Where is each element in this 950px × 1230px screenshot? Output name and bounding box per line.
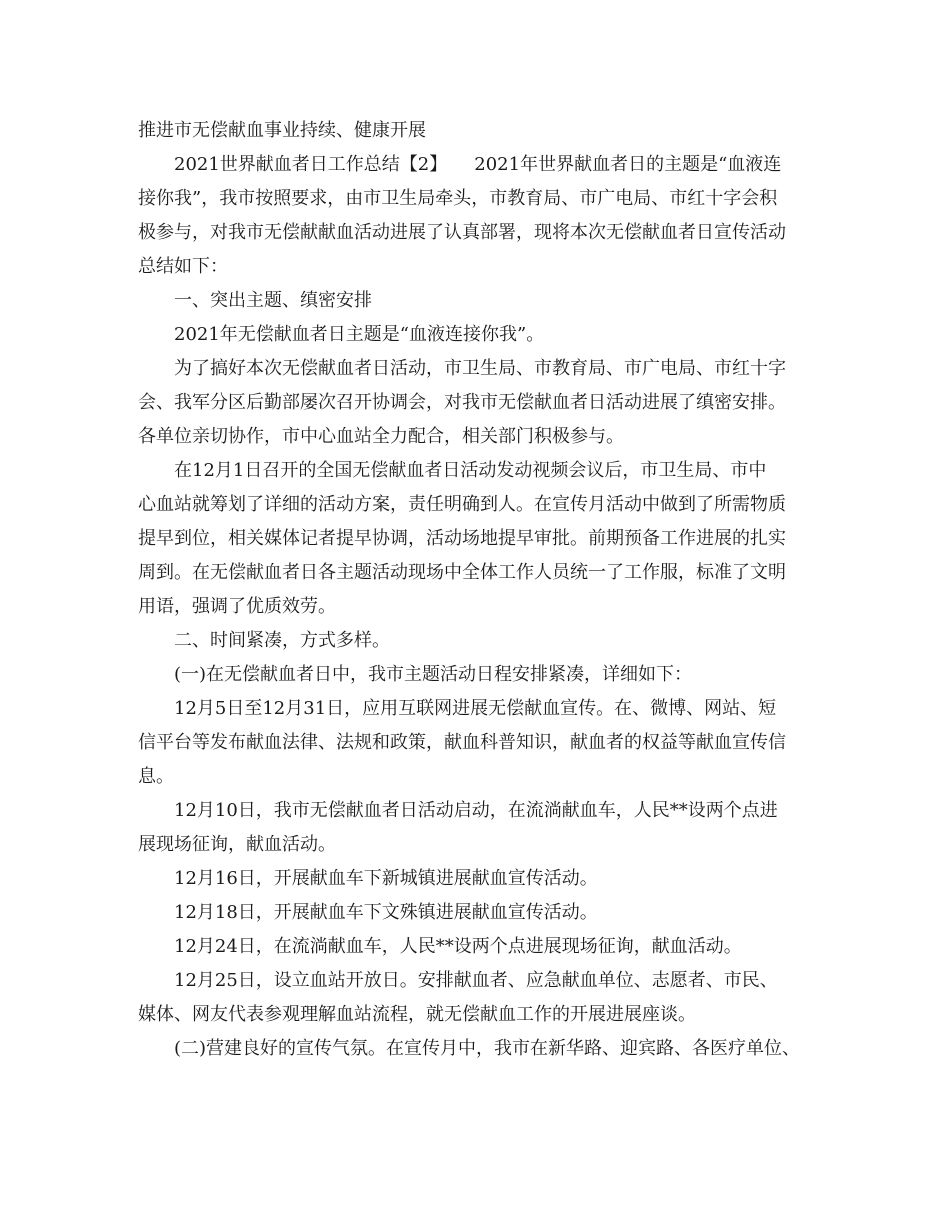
text-line: 周到。在无偿献血者日各主题活动现场中全体工作人员统一了工作服，标准了文明 <box>138 562 786 583</box>
text-line: 推进市无偿献血事业持续、健康开展 <box>138 120 426 141</box>
text-line: 提早到位，相关媒体记者提早协调，活动场地提早审批。前期预备工作进展的扎实 <box>138 528 786 549</box>
text-line: 12月16日，开展献血车下新城镇进展献血宣传活动。 <box>174 868 598 889</box>
text-line: 展现场征询，献血活动。 <box>138 834 336 855</box>
text-line: 总结如下： <box>138 256 228 277</box>
text-line: 息。 <box>138 766 174 787</box>
document-page <box>138 114 828 1066</box>
text-line: 2021世界献血者日工作总结【2】 2021年世界献血者日的主题是“血液连 <box>174 154 782 175</box>
text-line: 12月5日至12月31日，应用互联网进展无偿献血宣传。在、微博、网站、短 <box>174 698 777 719</box>
text-line: 极参与，对我市无偿献献血活动进展了认真部署，现将本次无偿献血者日宣传活动 <box>138 222 786 243</box>
text-line: 12月24日，在流淌献血车，人民**设两个点进展现场征询，献血活动。 <box>174 936 742 957</box>
text-line: 媒体、网友代表参观理解血站流程，就无偿献血工作的开展进展座谈。 <box>138 1004 696 1025</box>
text-line: 二、时间紧凑，方式多样。 <box>174 630 390 651</box>
text-line: 会、我军分区后勤部屡次召开协调会，对我市无偿献血者日活动进展了缜密安排。 <box>138 392 786 413</box>
text-line: 12月25日，设立血站开放日。安排献血者、应急献血单位、志愿者、市民、 <box>174 970 778 991</box>
text-line: (一)在无偿献血者日中，我市主题活动日程安排紧凑，详细如下： <box>174 664 693 685</box>
text-line: 各单位亲切协作，市中心血站全力配合，相关部门积极参与。 <box>138 426 624 447</box>
text-line: 接你我”，我市按照要求，由市卫生局牵头，市教育局、市广电局、市红十字会积 <box>138 188 778 209</box>
text-line: 12月18日，开展献血车下文殊镇进展献血宣传活动。 <box>174 902 598 923</box>
text-line: 一、突出主题、缜密安排 <box>174 290 372 311</box>
text-line: 在12月1日召开的全国无偿献血者日活动发动视频会议后，市卫生局、市中 <box>174 460 767 481</box>
text-line: 2021年无偿献血者日主题是“血液连接你我”。 <box>174 324 545 345</box>
text-line: 用语，强调了优质效劳。 <box>138 596 336 617</box>
text-line: 为了搞好本次无偿献血者日活动，市卫生局、市教育局、市广电局、市红十字 <box>174 358 786 379</box>
text-line: 12月10日，我市无偿献血者日活动启动，在流淌献血车，人民**设两个点进 <box>174 800 778 821</box>
text-line: (二)营建良好的宣传气氛。在宣传月中，我市在新华路、迎宾路、各医疗单位、 <box>174 1038 801 1059</box>
text-line: 信平台等发布献血法律、法规和政策，献血科普知识，献血者的权益等献血宣传信 <box>138 732 786 753</box>
text-line: 心血站就筹划了详细的活动方案，责任明确到人。在宣传月活动中做到了所需物质 <box>138 494 786 515</box>
